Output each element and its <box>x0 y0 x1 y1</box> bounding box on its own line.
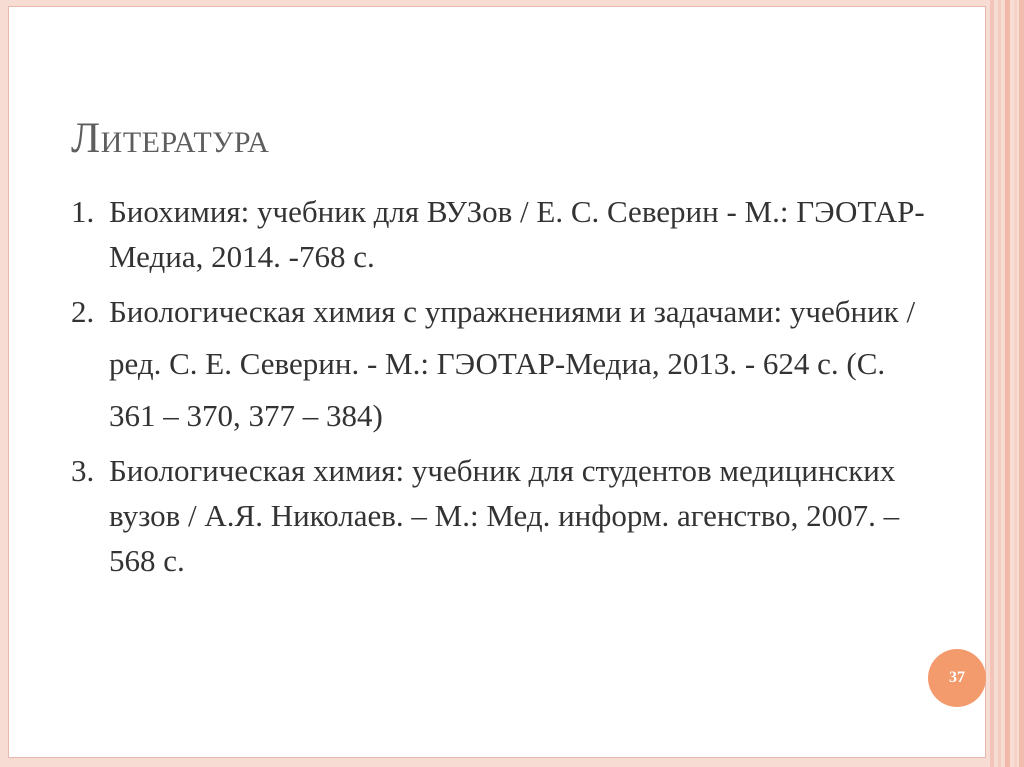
reference-item <box>71 189 931 279</box>
decorative-stripe <box>990 0 994 767</box>
reference-text: Биологическая химия: учебник для студентов медицинских вузов / А.Я. Николаев. – М.: Мед. информ. агенство, 2007. – 568 с. <box>109 453 900 578</box>
page-number-badge: 37 <box>928 649 986 707</box>
reference-number: 3. <box>71 453 95 488</box>
slide-title: Литература <box>71 115 270 162</box>
slide-content-panel <box>8 6 986 758</box>
reference-number: 2. <box>71 294 95 329</box>
reference-item <box>71 448 931 583</box>
reference-item <box>71 286 931 442</box>
reference-text: Биологическая химия с упражнениями и задачами: учебник / ред. С. Е. Северин. - М.: ГЭОТАР-Медиа, 2013. - 624 с. (С. 361 – 370, 377 – 384) <box>109 294 916 433</box>
decorative-stripe <box>1005 0 1010 767</box>
decorative-stripe <box>1019 0 1024 767</box>
reference-number: 1. <box>71 194 95 229</box>
decorative-stripe <box>998 0 1001 767</box>
reference-text: Биохимия: учебник для ВУЗов / Е. С. Северин - М.: ГЭОТАР-Медиа, 2014. -768 с. <box>109 194 925 274</box>
reference-list <box>71 189 931 583</box>
decorative-stripe <box>1014 0 1017 767</box>
